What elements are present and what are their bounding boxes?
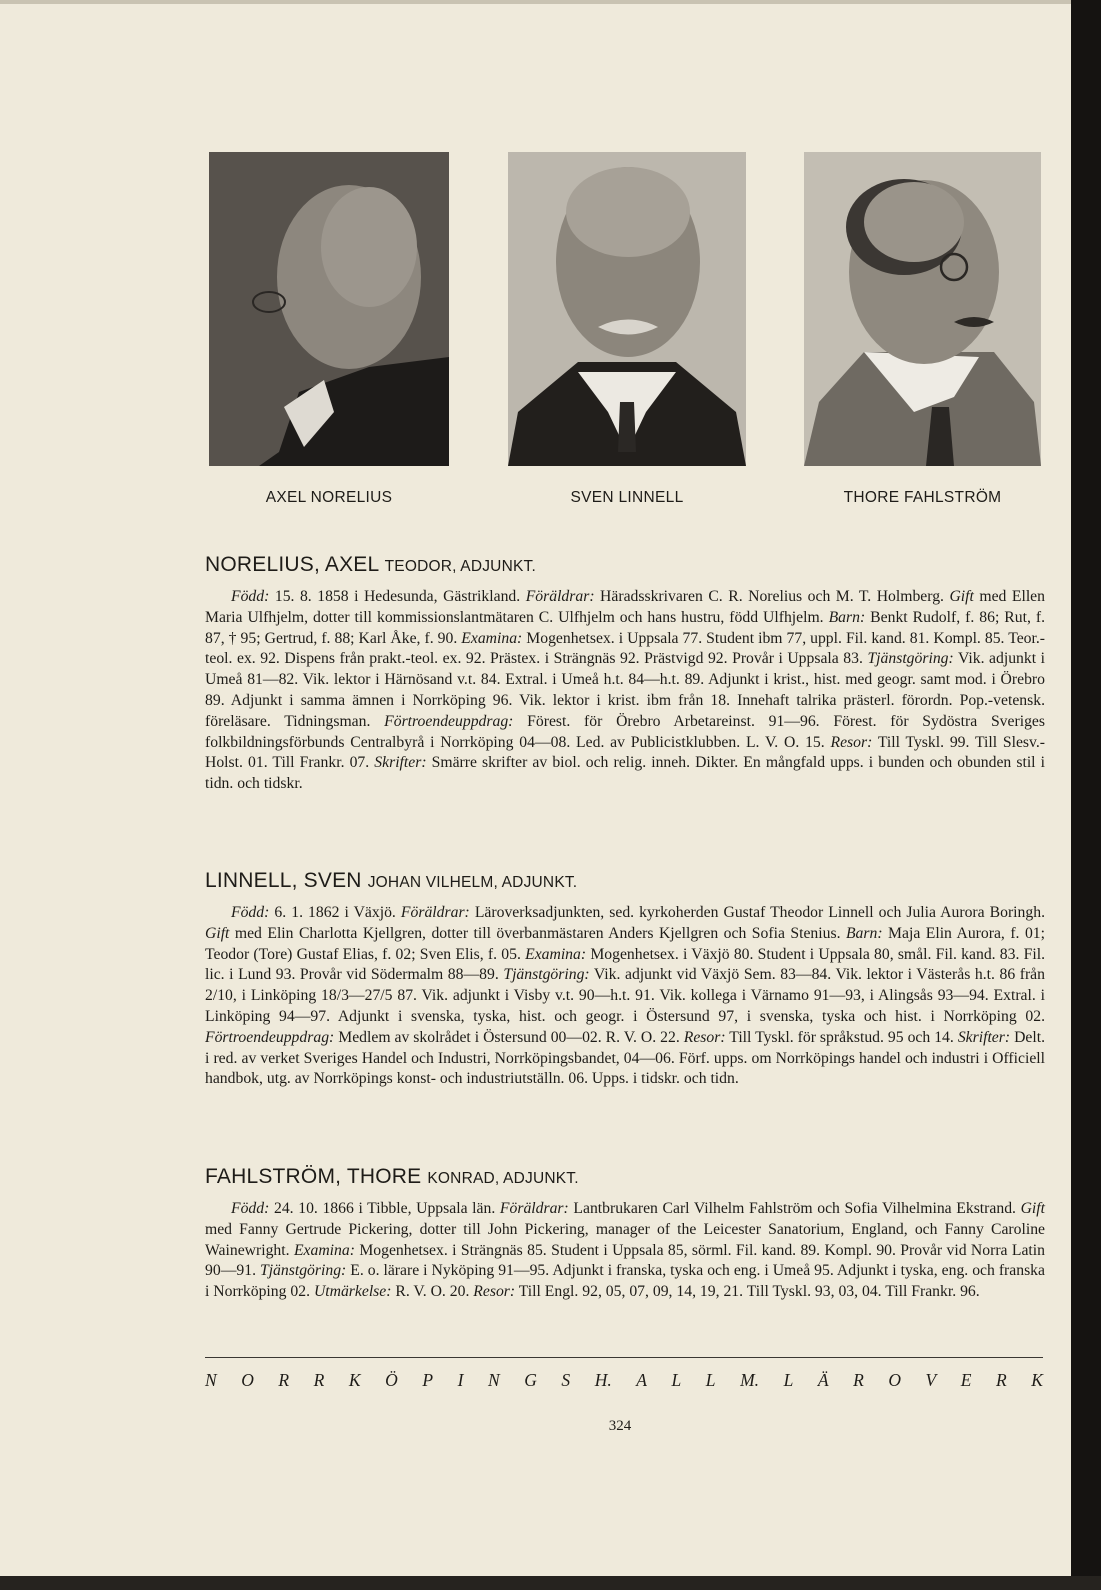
field-label: Utmärkelse:: [313, 1283, 392, 1301]
field-label: Barn:: [845, 924, 883, 942]
field-text: Vik. adjunkt vid Växjö Sem. 83—84. Vik. lektor i Västerås h.t. 86 från 2/10, i Linköping 18/3—27/5 87. Vik. adjunkt i Visby v.t. 90—h.t. 91. Vik. kollega i Värnamo 91—93, i Alingsås 93—94. Extral. i Linköping 94—97. Adjunkt i svenska, tyska, hist. och geogr. i Östersund 97, i svenska, tyska och hist. i Norrköping 02.: [205, 966, 1045, 1025]
portrait-sven-linnell: [508, 152, 746, 466]
portrait-caption: THORE FAHLSTRÖM: [843, 489, 1002, 506]
footer-letter: Ä: [817, 1370, 829, 1390]
footer-letter: N: [487, 1370, 500, 1390]
entry-heading: [205, 869, 1045, 893]
footer-letter: H.: [594, 1370, 612, 1390]
portrait-axel-norelius: [209, 152, 449, 466]
field-text: med Fanny Gertrude Pickering, dotter till John Pickering, manager of the Leicester Sanatorium, England, och Fanny Caroline Wainewright.: [205, 1220, 1045, 1259]
footer-letter: A: [636, 1370, 647, 1390]
footer-letter: V: [925, 1370, 937, 1390]
footer-letter: M.: [740, 1370, 760, 1390]
footer-letter: R: [313, 1370, 325, 1390]
footer-letter: I: [457, 1370, 464, 1390]
field-text: R. V. O. 20.: [391, 1283, 474, 1301]
field-text: med Ellen Maria Ulfhjelm, dotter till kommissionslantmätaren C. Ulfhjelm och hans hustru, född Ulfhjelm.: [205, 588, 1045, 626]
footer-letter: O: [241, 1370, 254, 1390]
field-label: Förtroendeuppdrag:: [205, 1028, 335, 1046]
entry-heading: [205, 553, 1045, 577]
field-text: Delt. i red. av verket Sveriges Handel och Industri, Norrköpingsbandet, 04—06. Förf. upps. om Norrköpings handel och industri i Officiell handbok, utg. av Norrköpings konst- och industriutställn. 06. Upps. i tidskr. och tidn.: [205, 1028, 1046, 1088]
entry-heading-rest: JOHAN VILHELM, ADJUNKT.: [367, 874, 578, 891]
field-label: Gift: [1020, 1200, 1045, 1217]
field-label: Examina:: [525, 945, 587, 963]
field-label: Född:: [231, 904, 270, 921]
field-label: Föräldrar:: [525, 588, 595, 605]
field-label: Gift: [205, 924, 230, 942]
field-text: Maja Elin Aurora, f. 01; Teodor (Tore) Gustaf Elias, f. 02; Sven Elis, f. 05.: [205, 924, 1045, 963]
field-label: Tjänstgöring:: [503, 966, 590, 984]
footer-letter: Ö: [385, 1370, 398, 1390]
field-text: Förest. för Örebro Arbetareinst. 91—96. Förest. för Sydöstra Sveriges folkbildningsförbunds Centralbyrå i Norrköping 04—08. Led. av Publicistklubben. L. V. O. 15.: [205, 712, 1045, 751]
footer-letter: R: [853, 1370, 864, 1390]
field-label: Skrifter:: [374, 754, 427, 772]
biography-norelius: [205, 553, 1045, 795]
footer-letter: L: [783, 1370, 794, 1390]
page-number: 324: [608, 1418, 632, 1434]
field-label: Resor:: [683, 1028, 726, 1046]
field-text: Till Engl. 92, 05, 07, 09, 14, 19, 21. Till Tyskl. 93, 03, 04. Till Frankr. 96.: [515, 1283, 980, 1301]
field-text: Smärre skrifter av biol. och relig. inneh. Dikter. En mångfald upps. i bunden och obunden stil i tidn. och tidskr.: [205, 754, 1045, 793]
entry-heading-rest: KONRAD, ADJUNKT.: [427, 1170, 579, 1187]
footer-letter: L: [705, 1370, 716, 1390]
field-text: Mogenhetsex. i Strängnäs 85. Student i Uppsala 85, sörml. Fil. kand. 89. Kompl. 90. Provår vid Norra Latin 90—91.: [205, 1241, 1045, 1280]
field-label: Resor:: [473, 1283, 516, 1301]
field-label: Tjänstgöring:: [259, 1262, 347, 1280]
entry-surname-given: NORELIUS, AXEL: [205, 553, 379, 576]
entry-heading-rest: TEODOR, ADJUNKT.: [384, 558, 536, 575]
biography-fahlstrom: [205, 1165, 1045, 1303]
portrait-caption: SVEN LINNELL: [570, 489, 684, 506]
entry-heading: [205, 1165, 1045, 1189]
field-text: Till Tyskl. för språkstud. 95 och 14.: [725, 1028, 958, 1046]
field-text: Till Tyskl. 99. Till Slesv.-Holst. 01. Till Frankr. 07.: [205, 733, 1045, 772]
footer-rule: [205, 1357, 1043, 1358]
field-text: Medlem av skolrådet i Östersund 00—02. R. V. O. 22.: [334, 1028, 684, 1046]
field-text: Vik. adjunkt i Umeå 81—82. Vik. lektor i Härnösand v.t. 84. Extral. i Umeå h.t. 84—h.t. 89. Adjunkt i krist., hist. med geogr. samt mod. i Örebro 89. Adjunkt i samma ämnen i Norrköping 96. Vik. lektor i krist. ibm från 18. Innehaft talrika prästerl. förordn. Pop.-vetensk. föreläsare. Tidningsman.: [205, 650, 1046, 730]
field-text: Lantbrukaren Carl Vilhelm Fahlström och Sofia Vilhelmina Ekstrand.: [568, 1200, 1021, 1217]
field-text: Mogenhetsex. i Växjö 80. Student i Uppsala 80, smål. Fil. kand. 83. Fil. lic. i Lund 93. Provår vid Södermalm 88—89.: [205, 945, 1046, 984]
field-label: Barn:: [828, 608, 866, 626]
footer-letter: E: [960, 1370, 972, 1390]
footer-letter: K: [348, 1370, 361, 1390]
field-label: Gift: [949, 588, 974, 605]
field-label: Skrifter:: [957, 1028, 1011, 1046]
footer-letter: S: [561, 1370, 571, 1390]
field-label: Föräldrar:: [400, 904, 470, 921]
entry-body: [205, 587, 1045, 795]
field-text: Benkt Rudolf, f. 86; Rut, f. 87, † 95; Gertrud, f. 88; Karl Åke, f. 90.: [205, 608, 1046, 647]
field-label: Född:: [231, 588, 270, 605]
footer-letter: G: [524, 1370, 537, 1390]
footer-letter: O: [888, 1370, 901, 1390]
entry-surname-given: LINNELL, SVEN: [205, 869, 362, 892]
field-text: E. o. lärare i Nyköping 91—95. Adjunkt i franska, tyska och eng. i Umeå 95. Adjunkt i tyska, eng. och franska i Norrköping 02.: [205, 1262, 1045, 1301]
field-text: Häradsskrivaren C. R. Norelius och M. T. Holmberg.: [594, 588, 950, 605]
footer-letter: K: [1031, 1370, 1043, 1390]
entry-surname-given: FAHLSTRÖM, THORE: [205, 1165, 422, 1188]
field-text: 15. 8. 1858 i Hedesunda, Gästrikland.: [269, 588, 526, 605]
field-text: 6. 1. 1862 i Växjö.: [269, 904, 401, 921]
field-label: Resor:: [830, 733, 873, 751]
footer-letter: N: [205, 1370, 217, 1390]
biography-linnell: [205, 869, 1045, 1090]
field-text: 24. 10. 1866 i Tibble, Uppsala län.: [269, 1200, 500, 1217]
field-text: Mogenhetsex. i Uppsala 77. Student ibm 77, uppl. Fil. kand. 81. Kompl. 85. Teor.-teol. ex. 92. Dispens från prakt.-teol. ex. 92. Prästex. i Strängnäs 92. Prästvigd 92. Provår i Uppsala 83.: [205, 629, 1045, 668]
running-footer: [205, 1370, 1043, 1391]
footer-letter: R: [996, 1370, 1007, 1390]
entry-body: [205, 903, 1045, 1090]
entry-body: [205, 1199, 1045, 1303]
field-label: Förtroendeuppdrag:: [384, 712, 514, 730]
field-label: Född:: [231, 1200, 270, 1217]
footer-letter: R: [278, 1370, 290, 1390]
scan-edge-right: [1071, 0, 1101, 1590]
portrait-caption: AXEL NORELIUS: [265, 489, 393, 506]
scan-edge-bottom: [0, 1576, 1101, 1590]
field-text: Läroverksadjunkten, sed. kyrkoherden Gustaf Theodor Linnell och Julia Aurora Boringh.: [469, 904, 1045, 921]
field-label: Examina:: [293, 1241, 355, 1259]
footer-letter: L: [671, 1370, 682, 1390]
field-text: med Elin Charlotta Kjellgren, dotter till överbanmästaren Anders Kjellgren och Sofia Stenius.: [229, 924, 846, 942]
field-label: Föräldrar:: [499, 1200, 569, 1217]
footer-letter: P: [422, 1370, 434, 1390]
scan-edge-top: [0, 0, 1101, 4]
field-label: Examina:: [461, 629, 523, 647]
portrait-thore-fahlstrom: [804, 152, 1041, 466]
field-label: Tjänstgöring:: [867, 650, 954, 668]
